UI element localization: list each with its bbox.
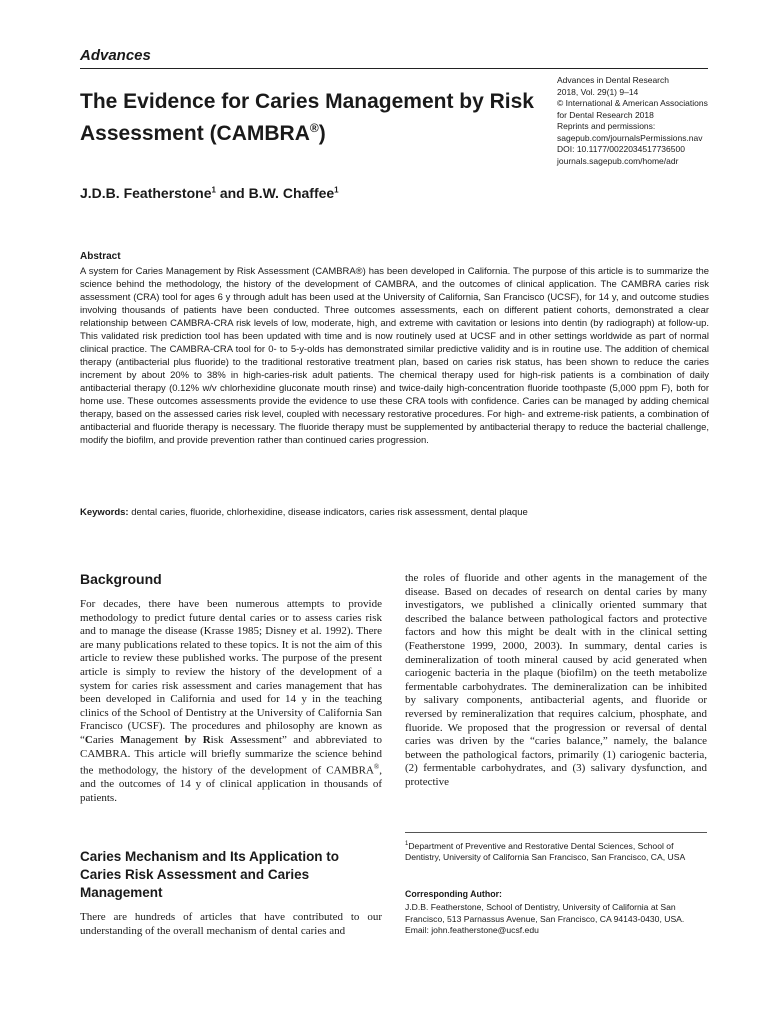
- column-2-paragraph: the roles of fluoride and other agents in the management of the disease. Based on decades of research on dental caries by many investigators, we published a clinically oriented summary that described the balance between pathological factors and protective factors and how this might be dealt with in the clinical setting (Featherstone 1999, 2000, 2003). In summary, dental caries is demineralization of tooth mineral caused by acid generated when cariogenic bacteria in the plaque (biofilm) on the teeth metabolize fermentable carbohydrates. The demineralization can be inhibited by salivary components, antibacterial agents, and fluoride or reversed by remineralization that requires calcium, phosphate, and fluoride. We proposed that the progression or reversal of dental caries was driven by the “caries balance,” namely, the balance between the pathological factors, primarily (1) cariogenic bacteria, (2) fermentable carbohydrates, and (3) salivary dysfunction, and protective: [405, 572, 707, 788]
- abstract-heading: Abstract: [80, 251, 121, 262]
- bg-y: y: [190, 733, 203, 746]
- mechanism-heading: Caries Mechanism and Its Application to Caries Risk Assessment and Caries Management: [80, 849, 340, 900]
- meta-copyright-cont: for Dental Research 2018: [557, 109, 654, 120]
- abstract-text: A system for Caries Management by Risk Assessment (CAMBRA®) has been developed in California. The purpose of this article is to summarize the science behind the methodology, the history of the development of CAMBRA, and the outcomes of clinical application. The CAMBRA caries risk assessment (CRA) tool for ages 6 y through adult has been used at the University of California, San Francisco (UCSF), for 14 y, and outcome studies involving thousands of patients have been conducted. Three outcomes assessments, each on different patient cohorts, demonstrated a clear relationship between CAMBRA-CRA risk levels of low, moderate, high, and extreme with cavitation or lesions into dentin (by radiograph) at follow-up. This validated risk prediction tool has been updated with time and is now routinely used at UCSF and in other settings worldwide as part of normal clinical practice. The CAMBRA-CRA tool for 0- to 5-y-olds has demonstrated similar predictive validity and is in routine use. The addition of chemical therapy (antibacterial plus fluoride) to the traditional restorative treatment plan, based on caries risk status, has been shown to reduce the caries increment by about 20% to 38% in high-caries-risk adult patients. The chemical therapy used for high-risk patients is a combination of daily antibacterial therapy (0.12% w/v chlorhexidine gluconate mouth rinse) and twice-daily high-concentration fluoride toothpaste (5,000 ppm F), both for home use. These outcomes assessments provide the evidence to use these CRA tools with confidence. Caries can be managed by adding chemical therapy, based on the assessed caries risk level, coupled with necessary restorative procedures. For high- and extreme-risk patients, a combination of antibacterial and fluoride therapy is necessary. The fluoride therapy must be supplemented by antibacterial therapy to reduce the bacterial challenge, modify the biofilm, and provide prevention rather than continued caries progression.: [80, 266, 709, 446]
- bg-text-2: ” and abbreviated to CAMBRA. This article will briefly summarize the science behind the methodology, the history of the development of CAMBRA: [80, 733, 382, 777]
- article-title: [80, 89, 550, 147]
- author-2: and B.W. Chaffee: [215, 185, 335, 201]
- corresponding-email[interactable]: Email: john.featherstone@ucsf.edu: [405, 925, 539, 935]
- bg-b: b: [184, 733, 191, 746]
- corresponding-author-info: [405, 902, 707, 937]
- title-text: The Evidence for Caries Management by Risk Assessment (CAMBRA: [80, 90, 534, 145]
- bg-text-1: For decades, there have been numerous attempts to provide methodology to predict future dental caries or to assess caries risk and to manage the disease (Krasse 1985; Disney et al. 1992). There are many publications related to these topics. It is not the aim of this article to review these published works. The purpose of the present article is simply to review the history of the development of a system for caries risk assessment and caries management that has been developed in California and used for 14 y in the teaching clinics of the School of Dentistry at the University of California San Francisco (UCSF). The procedures and philosophy are known as “: [80, 598, 382, 746]
- bg-ssessment: ssessment: [237, 733, 282, 746]
- bg-isk: isk: [210, 733, 230, 746]
- bg-m: M: [120, 733, 131, 746]
- meta-doi[interactable]: DOI: 10.1177/0022034517736500: [557, 144, 685, 154]
- bg-aries: aries: [92, 733, 121, 746]
- affiliation-footnote: [405, 839, 707, 864]
- background-paragraph: [80, 598, 382, 806]
- meta-reprints: Reprints and permissions:: [557, 121, 656, 131]
- keywords: [80, 507, 709, 518]
- bg-registered-mark: ®: [373, 763, 380, 772]
- header-rule: [80, 68, 708, 69]
- author-1-affiliation: 1: [211, 185, 216, 195]
- footnote-marker: 1: [405, 841, 409, 847]
- author-list: [80, 185, 339, 201]
- bg-r: R: [202, 733, 211, 746]
- title-registered-mark: ®: [309, 121, 319, 135]
- corresponding-address: J.D.B. Featherstone, School of Dentistry, University of California at San Francisco, 513 Parnassus Avenue, San Francisco, CA 94143-0430, USA.: [405, 902, 685, 924]
- corresponding-author-heading: Corresponding Author:: [405, 889, 502, 899]
- keywords-text: dental caries, fluoride, chlorhexidine, disease indicators, caries risk assessment, dental plaque: [128, 507, 528, 518]
- bg-a: A: [229, 733, 238, 746]
- journal-section-label: Advances: [80, 47, 151, 64]
- meta-journal-link[interactable]: journals.sagepub.com/home/adr: [557, 155, 679, 166]
- background-heading: Background: [80, 571, 162, 587]
- footnote-rule: [405, 832, 707, 833]
- bg-anagement: anagement: [130, 733, 185, 746]
- meta-volume: 2018, Vol. 29(1) 9–14: [557, 86, 639, 97]
- author-2-affiliation: 1: [334, 185, 339, 195]
- title-close: ): [318, 122, 326, 145]
- mechanism-paragraph: There are hundreds of articles that have contributed to our understanding of the overall mechanism of dental caries and: [80, 911, 382, 937]
- footnote-text: Department of Preventive and Restorative Dental Sciences, School of Dentistry, University of California San Francisco, San Francisco, CA, USA: [405, 840, 686, 863]
- meta-copyright: © International & American Associations: [557, 98, 708, 108]
- meta-journal: Advances in Dental Research: [557, 75, 669, 85]
- keywords-label: Keywords:: [80, 507, 129, 518]
- author-1: J.D.B. Featherstone: [80, 185, 212, 201]
- bg-c: C: [84, 733, 93, 746]
- meta-permissions-link[interactable]: sagepub.com/journalsPermissions.nav: [557, 132, 703, 143]
- journal-metadata: [557, 75, 727, 167]
- bg-text-3: , and the outcomes of 14 y of clinical application in thousands of patients.: [80, 764, 382, 804]
